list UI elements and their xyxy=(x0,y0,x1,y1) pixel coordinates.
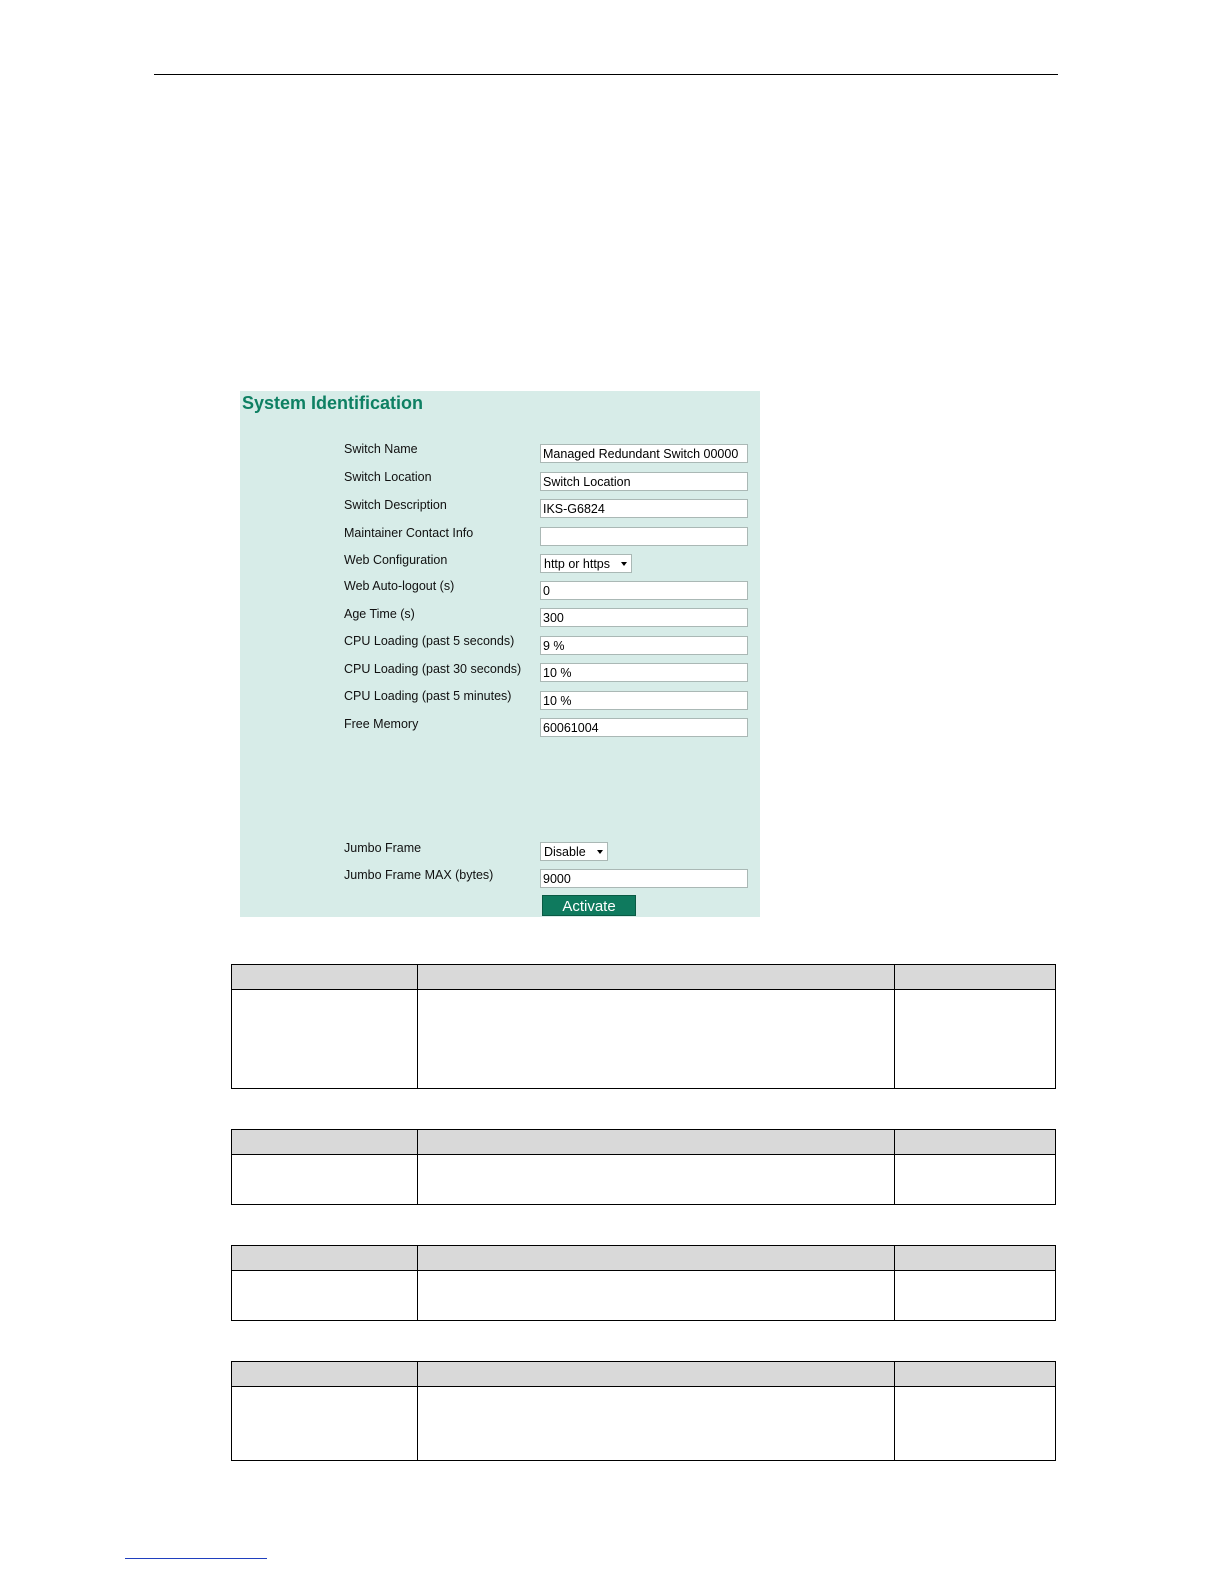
web-configuration-select[interactable] xyxy=(540,554,632,573)
web-configuration-value: http or https xyxy=(544,557,611,571)
switch-name-label: Switch Name xyxy=(344,442,418,456)
table-cell xyxy=(232,1362,418,1387)
maintainer-contact-input[interactable] xyxy=(540,527,748,546)
web-auto-logout-input[interactable]: 0 xyxy=(540,581,748,600)
table-cell xyxy=(232,1387,418,1461)
footer-link-underline xyxy=(125,1558,267,1559)
table-cell xyxy=(417,1130,894,1155)
table-cell xyxy=(895,1130,1056,1155)
table-header-row xyxy=(232,1130,1056,1155)
activate-button[interactable]: Activate xyxy=(542,895,636,916)
table-header-row xyxy=(232,1246,1056,1271)
table-cell xyxy=(417,965,894,990)
table-cell xyxy=(232,965,418,990)
table-cell xyxy=(895,1387,1056,1461)
table-cell xyxy=(895,965,1056,990)
table-cell xyxy=(895,1246,1056,1271)
age-time-label: Age Time (s) xyxy=(344,607,415,621)
cpu-loading-30s-label: CPU Loading (past 30 seconds) xyxy=(344,662,522,676)
jumbo-frame-max-input[interactable]: 9000 xyxy=(540,869,748,888)
table-cell xyxy=(232,1130,418,1155)
settings-table-1 xyxy=(231,964,1056,1089)
table-cell xyxy=(417,1387,894,1461)
table-header-row xyxy=(232,1362,1056,1387)
web-configuration-label: Web Configuration xyxy=(344,553,448,567)
cpu-loading-5s-label: CPU Loading (past 5 seconds) xyxy=(344,634,515,648)
cpu-loading-30s-input[interactable]: 10 % xyxy=(540,663,748,682)
chevron-down-icon xyxy=(621,562,627,566)
system-identification-panel xyxy=(240,391,760,917)
jumbo-frame-value: Disable xyxy=(544,845,586,859)
table-cell xyxy=(232,1246,418,1271)
table-row xyxy=(232,1387,1056,1461)
switch-name-input[interactable]: Managed Redundant Switch 00000 xyxy=(540,444,748,463)
table-row xyxy=(232,1271,1056,1321)
jumbo-frame-label: Jumbo Frame xyxy=(344,841,422,855)
table-cell xyxy=(232,1271,418,1321)
switch-location-input[interactable]: Switch Location xyxy=(540,472,748,491)
switch-description-input[interactable]: IKS-G6824 xyxy=(540,499,748,518)
cpu-loading-5m-label: CPU Loading (past 5 minutes) xyxy=(344,689,512,703)
panel-title: System Identification xyxy=(242,393,424,413)
maintainer-contact-label: Maintainer Contact Info xyxy=(344,526,474,540)
table-cell xyxy=(232,990,418,1089)
table-row xyxy=(232,990,1056,1089)
table-row xyxy=(232,1155,1056,1205)
table-cell xyxy=(895,1362,1056,1387)
settings-table-3 xyxy=(231,1245,1056,1321)
table-cell xyxy=(895,1271,1056,1321)
table-cell xyxy=(417,1155,894,1205)
settings-table-4 xyxy=(231,1361,1056,1461)
free-memory-input[interactable]: 60061004 xyxy=(540,718,748,737)
web-auto-logout-label: Web Auto-logout (s) xyxy=(344,579,455,593)
table-cell xyxy=(895,990,1056,1089)
jumbo-frame-max-label: Jumbo Frame MAX (bytes) xyxy=(344,868,494,882)
header-rule xyxy=(154,74,1058,75)
settings-table-2 xyxy=(231,1129,1056,1205)
table-cell xyxy=(417,990,894,1089)
cpu-loading-5m-input[interactable]: 10 % xyxy=(540,691,748,710)
table-cell xyxy=(417,1362,894,1387)
table-cell xyxy=(232,1155,418,1205)
jumbo-frame-select[interactable] xyxy=(540,842,608,861)
table-cell xyxy=(417,1271,894,1321)
cpu-loading-5s-input[interactable]: 9 % xyxy=(540,636,748,655)
free-memory-label: Free Memory xyxy=(344,717,419,731)
switch-description-label: Switch Description xyxy=(344,498,447,512)
table-cell xyxy=(895,1155,1056,1205)
switch-location-label: Switch Location xyxy=(344,470,432,484)
age-time-input[interactable]: 300 xyxy=(540,608,748,627)
chevron-down-icon xyxy=(597,850,603,854)
table-header-row xyxy=(232,965,1056,990)
table-cell xyxy=(417,1246,894,1271)
